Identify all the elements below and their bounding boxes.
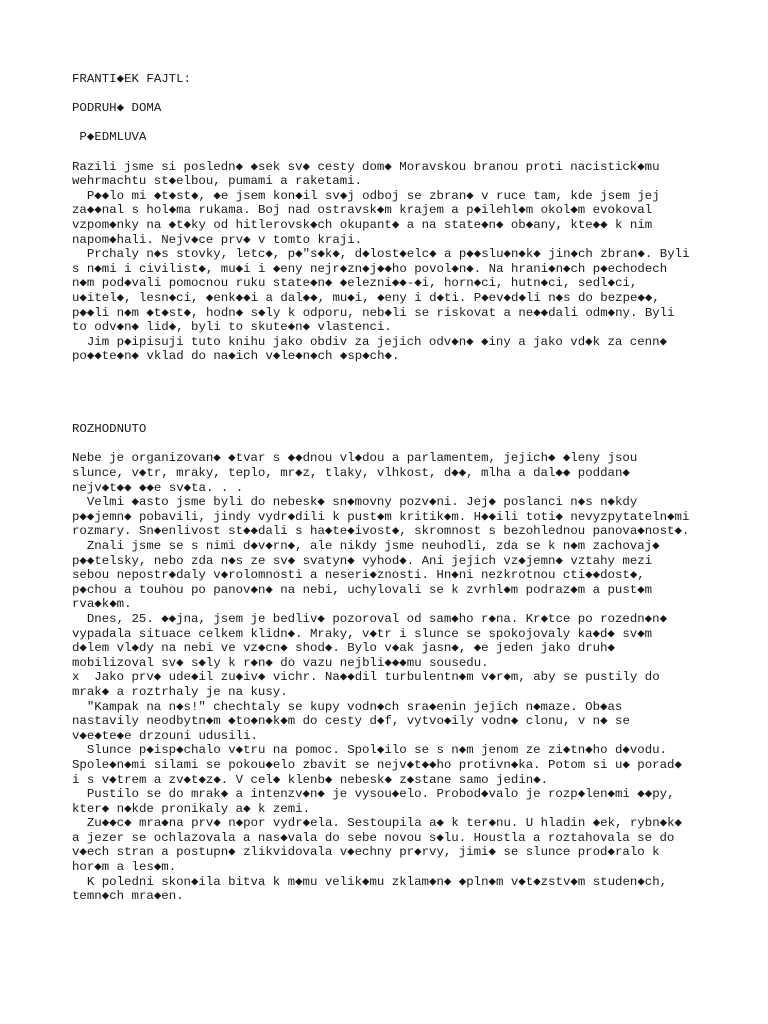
chapter-line: rva◆k◆m. <box>72 597 132 612</box>
chapter-line: x Jako prv◆ ude◆il zu◆iv◆ vichr. Na◆◆dil turbulentn◆m v◆r◆m, aby se pustily do <box>72 670 660 685</box>
author-heading: FRANTI◆EK FAJTL: <box>72 72 191 86</box>
document-page <box>72 72 712 904</box>
chapter-line: vypadala situace celkem klidn◆. Mraky, v◆tr i slunce se spokojovaly ka◆d◆ sv◆m <box>72 626 653 641</box>
chapter-line: mobilizoval sv◆ s◆ly k r◆n◆ do vazu nejbli◆◆◆mu sousedu. <box>72 655 489 670</box>
book-title: PODRUH◆ DOMA <box>72 101 162 116</box>
chapter-line: nastavily neodbytn◆m ◆to◆n◆k◆m do cesty d◆f, vytvo◆ily vodn◆ clonu, v n◆ se <box>72 714 630 729</box>
chapter-line: Spole◆n◆mi silami se pokou◆elo zbavit se nejv◆t◆◆ho protivn◆ka. Potom si u◆ porad◆ <box>72 757 682 772</box>
chapter-body <box>72 451 712 903</box>
chapter-heading: ROZHODNUTO <box>72 422 147 437</box>
chapter-line: kter◆ n◆kde pronikaly a◆ k zemi. <box>72 801 311 816</box>
chapter-line: p◆◆jemn◆ pobavili, jindy vydr◆dili k pust◆m kritik◆m. H◆◆ili toti◆ nevyzpytateln◆mi <box>72 509 690 524</box>
preface-line: n◆m pod◆vali pomocnou ruku state◆n◆ ◆elezni◆◆-◆i, horn◆ci, hutn◆ci, sedl◆ci, <box>72 276 638 291</box>
preface-line: P◆◆lo mi ◆t◆st◆, ◆e jsem kon◆il sv◆j odboj se zbran◆ v ruce tam, kde jsem jej <box>72 188 660 203</box>
chapter-line: Velmi ◆asto jsme byli do nebesk◆ sn◆movny pozv◆ni. Jej◆ poslanci n◆s n◆kdy <box>72 495 638 510</box>
preface-heading: P◆EDMLUVA <box>72 130 147 145</box>
preface-line: Prchaly n◆s stovky, letc◆, p◆"s◆k◆, d◆lost◆elc◆ a p◆◆slu◆n◆k◆ jin◆ch zbran◆. Byli <box>72 247 690 262</box>
chapter-line: Dnes, 25. ◆◆jna, jsem je bedliv◆ pozoroval od sam◆ho r◆na. Kr◆tce po rozedn◆n◆ <box>72 611 668 626</box>
preface-line: Jim p◆ipisuji tuto knihu jako obdiv za jejich odv◆n◆ ◆iny a jako vd◆k za cenn◆ <box>72 334 667 349</box>
chapter-line: a jezer se ochlazovala a nas◆vala do sebe novou s◆lu. Houstla a roztahovala se do <box>72 830 675 845</box>
chapter-line: Slunce p◆isp◆chalo v◆tru na pomoc. Spol◆ilo se s n◆m jenom ze zi◆tn◆ho d◆vodu. <box>72 743 668 758</box>
chapter-line: K poledni skon◆ila bitva k m◆mu velik◆mu zklam◆n◆ ◆pln◆m v◆t◆zstv◆m studen◆ch, <box>72 874 668 889</box>
preface-body <box>72 160 712 364</box>
preface-line: u◆itel◆, lesn◆ci, ◆enk◆◆i a dal◆◆, mu◆i, ◆eny i d◆ti. P◆ev◆d◆li n◆s do bezpe◆◆, <box>72 290 660 305</box>
chapter-line: d◆lem vl◆dy na nebi ve vz◆cn◆ shod◆. Bylo v◆ak jasn◆, ◆e jeden jako druh◆ <box>72 641 616 656</box>
spacer <box>72 408 712 423</box>
preface-line: za◆◆nal s hol◆ma rukama. Boj nad ostravsk◆m krajem a p◆ilehl◆m okol◆m evokoval <box>72 203 653 218</box>
chapter-line: Pustilo se do mrak◆ a intenzv◆n◆ je vysou◆elo. Probod◆valo je rozp◆len◆mi ◆◆py, <box>72 787 675 802</box>
chapter-line: slunce, v◆tr, mraky, teplo, mr◆z, tlaky, vlhkost, d◆◆, mlha a dal◆◆ poddan◆ <box>72 466 630 481</box>
spacer <box>72 364 712 408</box>
chapter-line: rozmary. Sn◆enlivost st◆◆dali s ha◆te◆ivost◆, skromnost s bezohlednou panova◆nost◆. <box>72 524 690 539</box>
preface-line: wehrmachtu st◆elbou, pumami a raketami. <box>72 174 363 189</box>
preface-line: po◆◆te◆n◆ vklad do na◆ich v◆le◆n◆ch ◆sp◆ch◆. <box>72 349 400 364</box>
chapter-line: mrak◆ a roztrhaly je na kusy. <box>72 684 288 699</box>
chapter-line: nejv◆t◆◆ ◆◆e sv◆ta. . . <box>72 480 244 495</box>
chapter-line: hor◆m a les◆m. <box>72 860 177 875</box>
chapter-line: i s v◆trem a zv◆t◆z◆. V cel◆ klenb◆ nebesk◆ z◆stane samo jedin◆. <box>72 772 549 787</box>
chapter-line: Znali jsme se s nimi d◆v◆rn◆, ale nikdy jsme neuhodli, zda se k n◆m zachovaj◆ <box>72 539 660 554</box>
chapter-line: v◆e◆te◆e drzouni udusili. <box>72 728 258 743</box>
preface-line: Razili jsme si posledn◆ ◆sek sv◆ cesty dom◆ Moravskou branou proti nacistick◆mu <box>72 159 660 174</box>
spacer <box>72 116 712 131</box>
chapter-line: p◆chou a touhou po panov◆n◆ na nebi, uchylovali se k zvrhl◆m podraz◆m a pust◆m <box>72 582 653 597</box>
preface-line: vzpom◆nky na ◆t◆ky od hitlerovsk◆ch okupant◆ a na state◆n◆ ob◆any, kte◆◆ k nim <box>72 217 653 232</box>
preface-line: napom◆hali. Nejv◆ce prv◆ v tomto kraji. <box>72 232 363 247</box>
chapter-line: Nebe je organizovan◆ ◆tvar s ◆◆dnou vl◆dou a parlamentem, jejich◆ ◆leny jsou <box>72 451 638 466</box>
preface-line: to odv◆n◆ lid◆, byli to skute◆n◆ vlastenci. <box>72 320 392 335</box>
chapter-line: v◆ech stran a postupn◆ zlikvidovala v◆echny pr◆rvy, jimi◆ se slunce prod◆ralo k <box>72 845 660 860</box>
preface-line: s n◆mi i civilist◆, mu◆i i ◆eny nejr◆zn◆j◆◆ho povol◆n◆. Na hrani◆n◆ch p◆echodech <box>72 261 668 276</box>
chapter-line: Zu◆◆c◆ mra◆na prv◆ n◆por vydr◆ela. Sestoupila a◆ k ter◆nu. U hladin ◆ek, rybn◆k◆ <box>72 816 683 831</box>
chapter-line: sebou nepostr◆daly v◆rolomnosti a neseri◆znosti. Hn◆ni nezkrotnou cti◆◆dost◆, <box>72 568 645 583</box>
spacer <box>72 145 712 160</box>
chapter-line: temn◆ch mra◆en. <box>72 889 184 904</box>
preface-line: p◆◆li n◆m ◆t◆st◆, hodn◆ s◆ly k odporu, neb◆li se riskovat a ne◆◆dali odm◆ny. Byli <box>72 305 675 320</box>
spacer <box>72 437 712 452</box>
chapter-line: "Kampak na n◆s!" chechtaly se kupy vodn◆ch sra◆enin jejich n◆maze. Ob◆as <box>72 699 623 714</box>
chapter-line: p◆◆telsky, nebo zda n◆s ze sv◆ svatyn◆ vyhod◆. Ani jejich vz◆jemn◆ vztahy mezi <box>72 553 653 568</box>
spacer <box>72 87 712 102</box>
